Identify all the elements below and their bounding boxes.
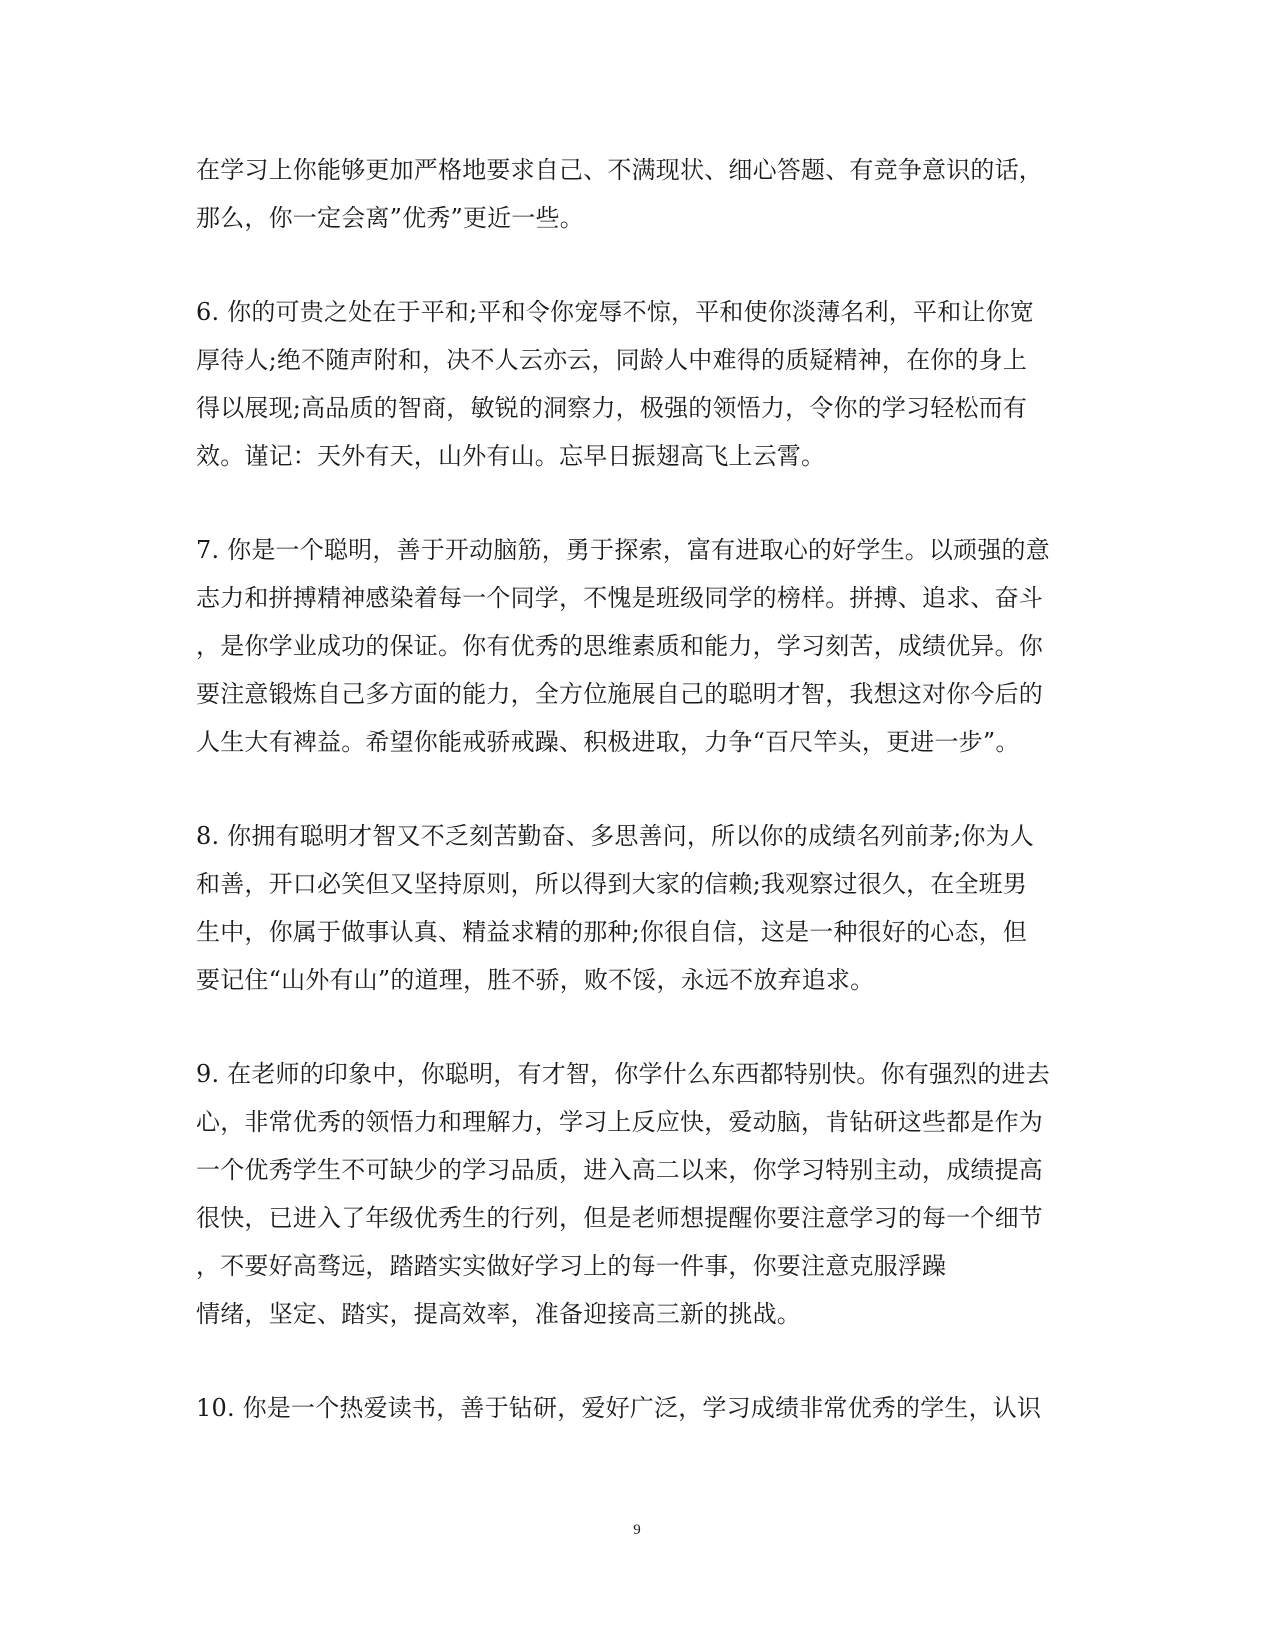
text-line: 和善，开口必笑但又坚持原则，所以得到大家的信赖;我观察过很久，在全班男 bbox=[196, 870, 1028, 898]
text-line: 10. 你是一个热爱读书，善于钻研，爱好广泛，学习成绩非常优秀的学生，认识 bbox=[196, 1394, 1042, 1422]
text-line: ，是你学业成功的保证。你有优秀的思维素质和能力，学习刻苦，成绩优异。你 bbox=[196, 632, 1043, 660]
text-line: 7. 你是一个聪明，善于开动脑筋，勇于探索，富有进取心的好学生。以顽强的意 bbox=[196, 536, 1050, 564]
text-line: 要注意锻炼自己多方面的能力，全方位施展自己的聪明才智，我想这对你今后的 bbox=[196, 680, 1043, 708]
text-line: 在学习上你能够更加严格地要求自己、不满现状、细心答题、有竞争意识的话， bbox=[196, 156, 1043, 184]
text-line: 情绪，坚定、踏实，提高效率，准备迎接高三新的挑战。 bbox=[196, 1300, 801, 1328]
text-line: ，不要好高骛远，踏踏实实做好学习上的每一件事，你要注意克服浮躁 bbox=[196, 1252, 947, 1280]
text-line: 6. 你的可贵之处在于平和;平和令你宠辱不惊，平和使你淡薄名利，平和让你宽 bbox=[196, 298, 1035, 326]
text-line: 那么，你一定会离”优秀”更近一些。 bbox=[196, 204, 584, 232]
text-line: 心，非常优秀的领悟力和理解力，学习上反应快，爱动脑，肯钻研这些都是作为 bbox=[196, 1108, 1043, 1136]
text-line: 9. 在老师的印象中，你聪明，有才智，你学什么东西都特别快。你有强烈的进去 bbox=[196, 1060, 1050, 1088]
text-line: 一个优秀学生不可缺少的学习品质，进入高二以来，你学习特别主动，成绩提高 bbox=[196, 1156, 1043, 1184]
text-line: 人生大有裨益。希望你能戒骄戒躁、积极进取，力争“百尺竿头，更进一步”。 bbox=[196, 728, 1020, 756]
text-line: 生中，你属于做事认真、精益求精的那种;你很自信，这是一种很好的心态，但 bbox=[196, 918, 1028, 946]
text-line: 厚待人;绝不随声附和，决不人云亦云，同龄人中难得的质疑精神，在你的身上 bbox=[196, 346, 1028, 374]
text-line: 要记住“山外有山”的道理，胜不骄，败不馁，永远不放弃追求。 bbox=[196, 966, 875, 994]
page-number: 9 bbox=[633, 1522, 641, 1538]
text-line: 很快，已进入了年级优秀生的行列，但是老师想提醒你要注意学习的每一个细节 bbox=[196, 1204, 1043, 1232]
text-line: 得以展现;高品质的智商，敏锐的洞察力，极强的领悟力，令你的学习轻松而有 bbox=[196, 394, 1028, 422]
text-line: 志力和拼搏精神感染着每一个同学，不愧是班级同学的榜样。拼搏、追求、奋斗 bbox=[196, 584, 1043, 612]
text-line: 8. 你拥有聪明才智又不乏刻苦勤奋、多思善问，所以你的成绩名列前茅;你为人 bbox=[196, 822, 1035, 850]
text-line: 效。谨记：天外有天，山外有山。忘早日振翅高飞上云霄。 bbox=[196, 442, 826, 470]
